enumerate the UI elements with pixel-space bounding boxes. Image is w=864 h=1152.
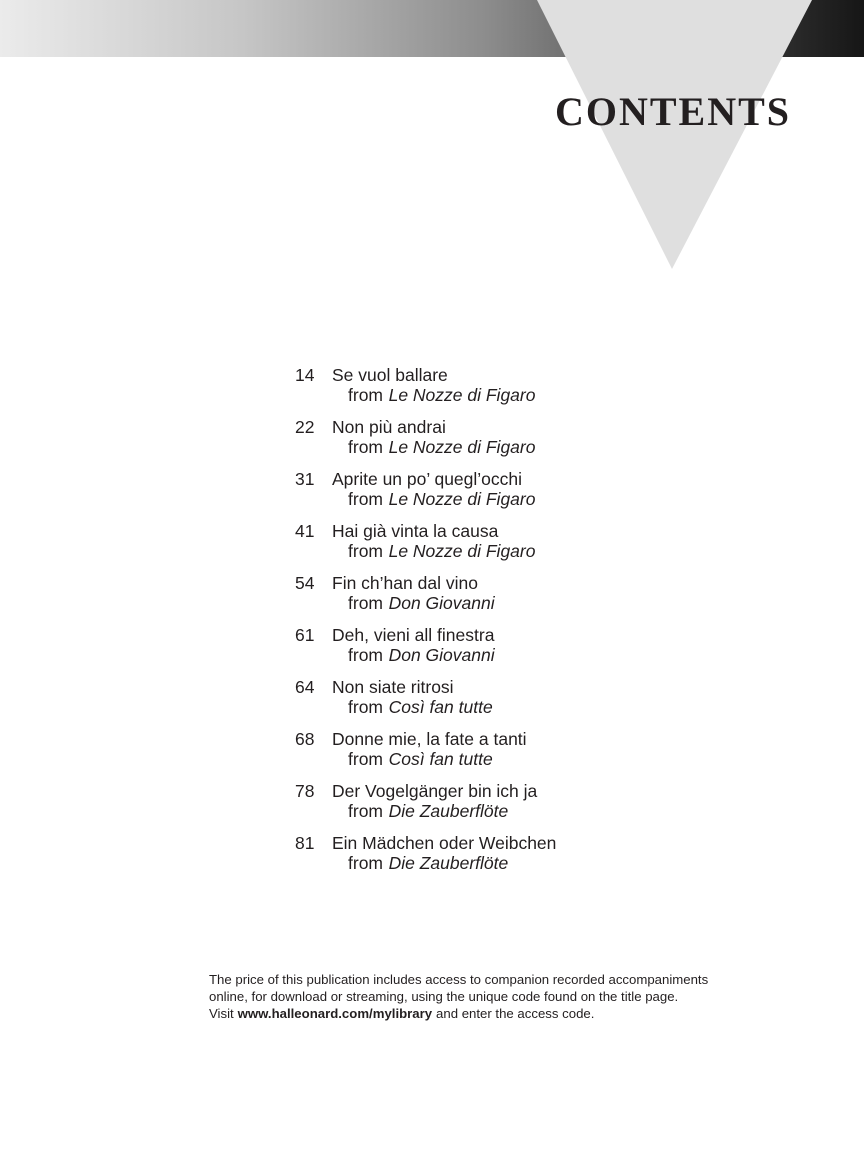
toc-entry-text <box>332 626 495 665</box>
toc-page-number: 64 <box>295 677 315 697</box>
toc-entry-text <box>332 678 493 717</box>
footer-url: www.halleonard.com/mylibrary <box>237 1006 433 1021</box>
toc-entry-text <box>332 522 535 561</box>
toc-entry <box>295 522 556 561</box>
toc-page-number: 31 <box>295 469 315 489</box>
inverted-triangle-icon <box>537 0 812 269</box>
toc-source: Die Zauberflöte <box>388 852 509 873</box>
toc-page-number: 41 <box>295 521 315 541</box>
toc-source: Le Nozze di Figaro <box>388 384 536 405</box>
toc-source: Le Nozze di Figaro <box>388 540 536 561</box>
toc-from-line <box>332 542 535 562</box>
toc-title: Non siate ritrosi <box>332 677 454 697</box>
page-title: CONTENTS <box>554 89 792 134</box>
toc-page-number: 22 <box>295 417 315 437</box>
toc-from-label: from <box>348 800 383 821</box>
toc-entry <box>295 574 556 613</box>
toc-entry-text <box>332 782 537 821</box>
toc-title: Se vuol ballare <box>332 365 448 385</box>
toc-page-number: 14 <box>295 365 315 385</box>
toc-page-number: 78 <box>295 781 315 801</box>
toc-from-line <box>332 646 495 666</box>
toc-from-line <box>332 594 495 614</box>
toc-entry-text <box>332 366 535 405</box>
toc-from-line <box>332 490 535 510</box>
toc-from-line <box>332 750 527 770</box>
toc-entry <box>295 366 556 405</box>
toc-page-number: 54 <box>295 573 315 593</box>
toc-entry-text <box>332 834 556 873</box>
toc-from-label: from <box>348 384 383 405</box>
toc-entry-text <box>332 730 527 769</box>
toc-title: Deh, vieni all finestra <box>332 625 495 645</box>
toc-title: Hai già vinta la causa <box>332 521 499 541</box>
toc-title: Donne mie, la fate a tanti <box>332 729 527 749</box>
toc-from-label: from <box>348 748 383 769</box>
footer-line-2: online, for download or streaming, using the unique code found on the title page. <box>209 989 679 1004</box>
toc-list <box>295 366 556 886</box>
toc-from-label: from <box>348 592 383 613</box>
toc-from-label: from <box>348 852 383 873</box>
toc-entry-text <box>332 574 495 613</box>
toc-page-number: 68 <box>295 729 315 749</box>
toc-source: Don Giovanni <box>388 644 495 665</box>
footer-line-3 <box>209 1005 708 1022</box>
toc-entry <box>295 470 556 509</box>
toc-entry <box>295 678 556 717</box>
toc-from-line <box>332 802 537 822</box>
toc-source: Le Nozze di Figaro <box>388 436 536 457</box>
footer-line-1: The price of this publication includes access to companion recorded accompaniments <box>209 972 709 987</box>
toc-from-label: from <box>348 696 383 717</box>
toc-source: Le Nozze di Figaro <box>388 488 536 509</box>
toc-from-line <box>332 438 535 458</box>
toc-from-label: from <box>348 436 383 457</box>
toc-title: Non più andrai <box>332 417 446 437</box>
triangle-graphic <box>0 0 864 270</box>
toc-entry-text <box>332 418 535 457</box>
footer-line-3-prefix: Visit <box>209 1006 234 1021</box>
toc-entry <box>295 834 556 873</box>
toc-page-number: 61 <box>295 625 315 645</box>
toc-from-label: from <box>348 540 383 561</box>
toc-entry <box>295 730 556 769</box>
toc-source: Don Giovanni <box>388 592 495 613</box>
toc-title: Fin ch’han dal vino <box>332 573 478 593</box>
toc-from-label: from <box>348 488 383 509</box>
toc-source: Così fan tutte <box>388 696 493 717</box>
toc-from-line <box>332 386 535 406</box>
toc-entry <box>295 626 556 665</box>
toc-entry-text <box>332 470 535 509</box>
toc-title: Der Vogelgänger bin ich ja <box>332 781 538 801</box>
toc-entry <box>295 418 556 457</box>
toc-source: Così fan tutte <box>388 748 493 769</box>
toc-from-label: from <box>348 644 383 665</box>
toc-from-line <box>332 854 556 874</box>
footer-line-3-suffix: and enter the access code. <box>436 1006 595 1021</box>
toc-title: Ein Mädchen oder Weibchen <box>332 833 557 853</box>
footer-note <box>209 971 708 1022</box>
toc-from-line <box>332 698 493 718</box>
toc-source: Die Zauberflöte <box>388 800 509 821</box>
toc-page-number: 81 <box>295 833 315 853</box>
toc-title: Aprite un po’ quegl’occhi <box>332 469 523 489</box>
toc-entry <box>295 782 556 821</box>
